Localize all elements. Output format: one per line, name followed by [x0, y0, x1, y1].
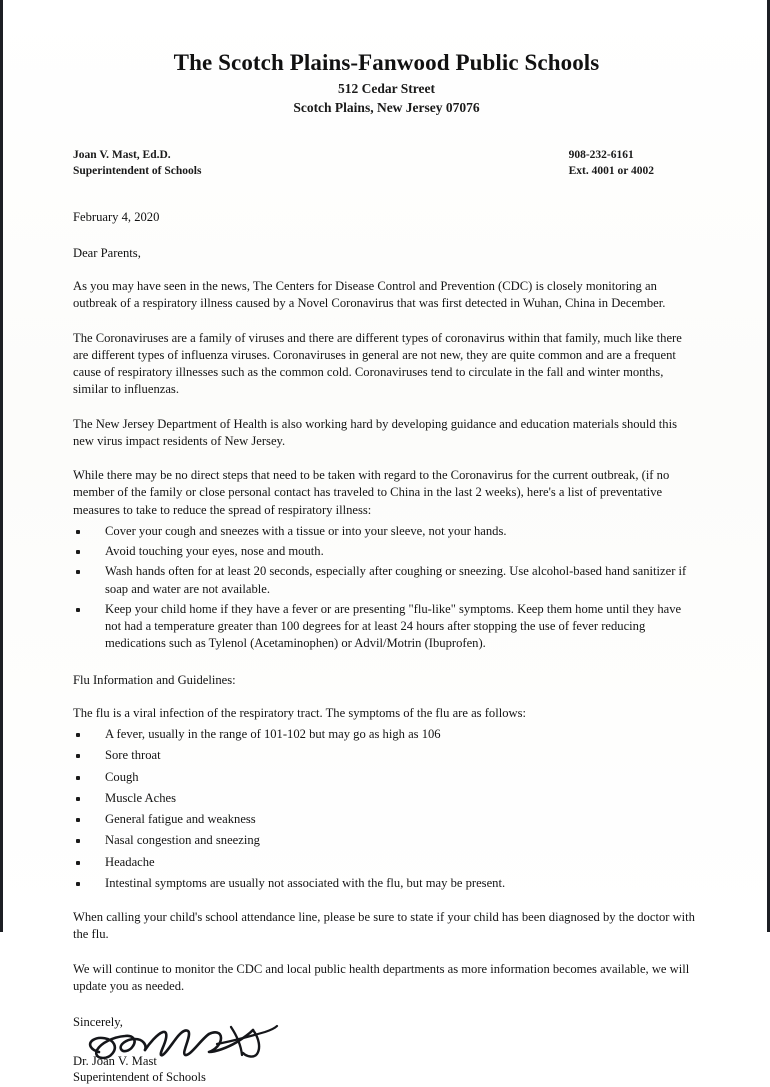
list-item: Headache: [73, 854, 700, 871]
letterhead-address-city-state-zip: Scotch Plains, New Jersey 07076: [293, 99, 480, 115]
list-item: Cough: [73, 769, 700, 786]
letter-sheet: [3, 0, 767, 1087]
phone-block: [569, 147, 700, 180]
paragraph-coronavirus-news: As you may have seen in the news, The Centers for Disease Control and Prevention (CDC) is closely monitoring an outbreak of a respiratory illness caused by a Novel Coronavirus that was first detected in Wuhan, China in December.: [73, 279, 666, 311]
letter-date: February 4, 2020: [73, 210, 160, 225]
phone-extension: Ext. 4001 or 4002: [568, 164, 654, 177]
list-item: Intestinal symptoms are usually not associated with the flu, but may be present.: [73, 875, 700, 892]
signature-block: [73, 1031, 700, 1087]
school-name-title: The Scotch Plains-Fanwood Public Schools: [173, 50, 600, 75]
contact-row: [73, 147, 700, 180]
letterhead: [73, 0, 700, 117]
letterhead-address-street: 512 Cedar Street: [338, 80, 435, 96]
flu-symptoms-list: [73, 726, 700, 892]
paragraph-preventative-intro: While there may be no direct steps that need to be taken with regard to the Coronavirus for the current outbreak, (if no member of the family or close personal contact has traveled to China in the last 2 weeks), here's a list of preventative measures to take to reduce the spread of respiratory illness:: [73, 468, 670, 517]
list-item: Wash hands often for at least 20 seconds, especially after coughing or sneezing. Use alcohol-based hand sanitizer if soap and water are not available.: [73, 563, 700, 598]
flu-section-heading: Flu Information and Guidelines:: [73, 672, 236, 687]
sender-identity-block: [73, 147, 201, 180]
list-item: Cover your cough and sneezes with a tissue or into your sleeve, not your hands.: [73, 523, 700, 540]
list-item: Muscle Aches: [73, 790, 700, 807]
list-item: Keep your child home if they have a fever or are presenting "flu-like" symptoms. Keep them home until they have not had a temperature greater than 100 degrees for at least 24 hours after stopping the use of fever reducing medications such as Tylenol (Acetaminophen) or Advil/Motrin (Ibuprofen).: [73, 601, 700, 653]
paragraph-coronavirus-family: The Coronaviruses are a family of viruses and there are different types of coronavirus within that family, much like there are different types of influenza viruses. Coronaviruses in general are not new, they are quite common and are a frequent cause of respiratory illnesses such as the common cold. Coronaviruses tend to circulate in the fall and winter months, similar to influenzas.: [73, 330, 682, 397]
paragraph-attendance-line: When calling your child's school attendance line, please be sure to state if your child has been diagnosed by the doctor with the flu.: [73, 910, 695, 942]
list-item: Nasal congestion and sneezing: [73, 832, 700, 849]
list-item: General fatigue and weakness: [73, 811, 700, 828]
letter-salutation: Dear Parents,: [73, 245, 141, 260]
signature-name: Dr. Joan V. Mast: [73, 1053, 157, 1068]
preventative-measures-list: [73, 523, 700, 653]
sender-name: Joan V. Mast, Ed.D.: [73, 148, 171, 161]
signature-title: Superintendent of Schools: [73, 1069, 206, 1084]
list-item: Avoid touching your eyes, nose and mouth.: [73, 543, 700, 560]
letter-closing: Sincerely,: [73, 1015, 123, 1030]
sender-title: Superintendent of Schools: [73, 164, 202, 177]
phone-number: 908-232-6161: [568, 148, 634, 161]
list-item: A fever, usually in the range of 101-102 but may go as high as 106: [73, 726, 700, 743]
paragraph-nj-health-dept: The New Jersey Department of Health is also working hard by developing guidance and education materials should this new virus impact residents of New Jersey.: [73, 416, 677, 448]
paragraph-continued-monitoring: We will continue to monitor the CDC and local public health departments as more information becomes available, we will update you as needed.: [73, 961, 690, 993]
list-item: Sore throat: [73, 747, 700, 764]
paragraph-flu-intro: The flu is a viral infection of the respiratory tract. The symptoms of the flu are as follows:: [73, 705, 527, 720]
